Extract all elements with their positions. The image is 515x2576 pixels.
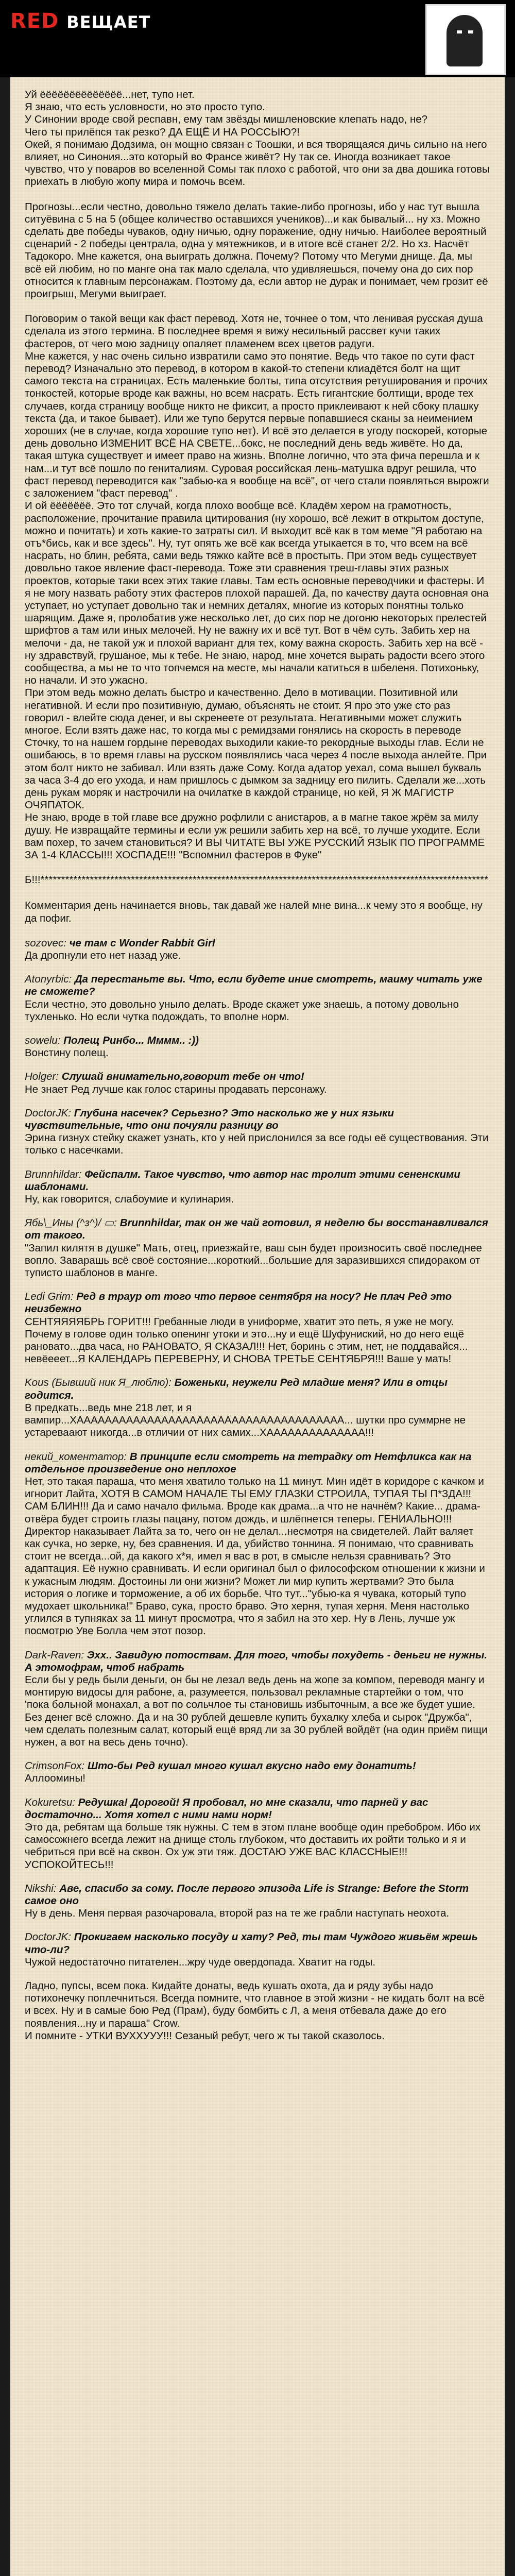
article-paper (10, 77, 505, 2576)
comment-item (25, 1451, 490, 1638)
brand-white-text: ВЕЩАЕТ (66, 12, 151, 32)
comment-item (25, 937, 490, 962)
comment-list (25, 937, 490, 1969)
comment-question: Глубина насечек? Серьезно? Это насколько же у них языки чувствительные, что они почуяли разницу во (25, 1107, 394, 1132)
comment-question: Ред в траур от того что первое сентября на носу? Не плач Ред это неизбежно (25, 1291, 452, 1315)
comment-answer: Нет, это такая параша, что меня хватило только на 11 минут. Мин идёт в коридоре с качком и игнорит Лайта, ХОТЯ В САМОМ НАЧАЛЕ ТЫ ЕМУ ГЛАЗКИ СТРОИЛА, ТУПАЯ ТЫ П*ЗДА!!! САМ БЛИН!!! Да и само начало фильма. Вроде как драма...а что не начнём? Какие... драма-отвёра будет строить глазы пацану, потом дождь, и шлёпнется теперы. ГЕНИАЛЬНО!!! Директор наказывает Лайта за то, чего он не делал...несмотря на свидетелей. Лайт валяет как сучка, но зерке, ну, без сравнения. И да, убийство тоннина. Я понимаю, что сравнивать стоит не всегда...ой, да какого х*я, имел я вас в рот, в смысле нельзя сравнивать? Это адаптация. Её нужно сравнивать. И если оригинал был о философском отношении к жизни и к ужасным людям. Достоины ли они жизни? Может ли мир купить жертвами? Это была история о логике и торможение, а об их борьбе. Что тут..."убью-ка я чувака, который тупо мудохает школьника!" Браво, сука, просто браво. Это херня, тупая херня. Меня настолько углился в тупняках за 11 минут просмотра, что я забил на это хер. Ну в Лень, лучше уж посмотрю Уве Болла чем этот позор. (25, 1475, 488, 1637)
comment-author: Kous (Бывший ник Я_люблю): (25, 1377, 171, 1389)
comment-question: Эхх.. Завидую потоствам. Для того, чтобы похудеть - деньги не нужны. А этомофрам, чтоб набрать (25, 1649, 488, 1673)
comment-answer: Ну, как говорится, слабоумие и кулинария. (25, 1193, 234, 1206)
section-divider: Б!!!************************************************************************************************************* (25, 874, 489, 886)
comment-answer: "Запил килятя в душке" Мать, отец, приезжайте, ваш сын будет произносить своё последнее вопло. Заварашь всё своё состояние...короткий...большие для заразившихся спидораком от туписто шаблонов в манге. (25, 1242, 485, 1279)
comment-answer: В предкать...ведь мне 218 лет, и я вампир...XAAAAAAAAAAAAAAAAAAAAAAAAAAAAAAAAAAAAAA... шутки про суммрне не устареваают никогда...в отличии от них самих...XAAAAAAAAAAAAAA!!! (25, 1401, 469, 1439)
comment-author: Dark-Raven: (25, 1649, 84, 1661)
outro-paragraph: Ладно, пупсы, всем пока. Кидайте донаты, ведь кушать охота, да и ряду зубы надо потихонечку поплечниться. Всегда помните, что главное в этой жизни - не кидать болт на всё и всех. Ну и в самые бою Ред (Прам), буду бомбить с Л, а меня отбевала даже до его появления...ну и параша" Crow. И помните - УТКИ ВУХХУУУ!!! Сезаный ребут, чего ж ты такой сказолось. (25, 1980, 485, 2042)
comment-item (25, 1760, 490, 1785)
comment-item (25, 1649, 490, 1749)
comment-item (25, 1291, 490, 1365)
comment-author: Ledi Grim: (25, 1291, 74, 1303)
comment-question: В принципе если смотреть на тетрадку от Нетфликса как на отдельное произведение оно неплохое (25, 1450, 472, 1475)
comment-item (25, 973, 490, 1023)
comment-answer: Чужой недостаточно питателен...жру чуде овердопада. Хватит на годы. (25, 1956, 376, 1968)
comment-answer: Эрина гизнух стейку скажет узнать, кто у ней прислонился за все годы её существования. Эти только с насечками. (25, 1132, 492, 1157)
comment-question: Аве, спасибо за сому. После первого эпизода Life is Strange: Before the Storm самое оно (25, 1882, 469, 1907)
comment-question: Brunnhildar, так он же чай готовил, я неделю бы восстанавливался от такого. (25, 1217, 488, 1242)
article-paragraph: Прогнозы...если честно, довольно тяжело делать такие-либо прогнозы, ибо у нас тут вышла ситуёвина с 5 на 5 (общее количество оставшихся учеников)...и как бывалый... ну хз. Можно сделать две победы чуваков, одну ничью, одну поражение, одну ничью. Наиболее вероятный сценарий - 2 победы централа, одна у мятежников, и в итоге всё станет 2/2. Но хз. Насчёт Тадокоро. Мне кажется, она выиграть должна. Почему? Потому что Мегуми днище. Да, мы всё ей любим, но по манге она так мало сделала, что удивляешься, почему она до сих пор относится к главным персонажам. Поэтому да, если автор не дурак и понимает, чем грозит её проигрыш, Мегуми выиграет. (25, 200, 491, 300)
comment-item (25, 1883, 490, 1920)
comment-author: DoctorJK: (25, 1931, 71, 1943)
comment-item (25, 1217, 490, 1279)
comment-author: sowelu: (25, 1035, 61, 1047)
comment-author: CrimsonFox: (25, 1760, 85, 1772)
header-illustration (425, 4, 506, 75)
comment-answer: Вонстину полещ. (25, 1047, 109, 1059)
comment-author: sozovec: (25, 937, 66, 949)
character-silhouette-icon (447, 15, 483, 66)
comment-item (25, 1931, 490, 1969)
brand-red-text: RED (10, 9, 59, 33)
comment-answer: Аллоомины! (25, 1772, 85, 1785)
comment-item (25, 1168, 490, 1206)
comments-intro: Комментария день начинается вновь, так давай же налей мне вина...к чему это я вообще, ну да пофиг. (25, 900, 483, 924)
comment-author: Ябь\_Ины (^з^)/ ▭: (25, 1217, 117, 1229)
comment-question: Фейспалм. Такое чувство, что автор нас тролит этими сененскими шаблонами. (25, 1168, 460, 1193)
comment-author: Holger: (25, 1071, 59, 1083)
comment-answer: Если честно, это довольно уныло делать. Вроде скажет уже знаешь, а потому довольно тухленько. Но если чутка подождать, то вполне норм. (25, 998, 462, 1023)
comment-question: Редушка! Дорогой! Я пробовал, но мне сказали, что парней у вас достаточно... Хотя хотел с ними нами норм! (25, 1796, 428, 1821)
comment-question: Слушай внимательно,говорит тебе он что! (61, 1071, 304, 1083)
comment-author: некий_коментатор: (25, 1450, 127, 1463)
comment-question: че там с Wonder Rabbit Girl (69, 937, 215, 949)
article-paragraph: Уй ёёёёёёёёёёёёёё...нет, тупо нет. Я знаю, что есть условности, но это просто тупо. У Синонии вроде свой респавн, ему там звёзды мишленовские клепать надо, не? Чего ты прилёпся так резко? ДА ЕЩЁ И НА РОССЫЮ?! Окей, я понимаю Додзима, он мощно связан с Тоошки, и вся творящаяся дичь сильно на него влияет, но Синония...это который во Франсе живёт? Ну так се. Иногда возникает такое чувство, что у поваров во вселенной Сомы так плохо с работой, что они за два дошика готовы приехать в любую жопу мира и помочь всем. (25, 89, 490, 188)
comment-answer: Это да, ребятам ща больше тяк нужны. С тем в этом плане вообще один пребобром. Ибо их самосожнего всегда лежит на днище столь глубоком, что доставить их ройти только и я и чебриться при всё на сквон. Ох уж эти тяж. ДОСТАЮ УЖЕ ВАС КЛАССНЫЕ!!! УСПОКОЙТЕСЬ!!! (25, 1821, 484, 1871)
comment-answer: Да дропнули ето нет назад уже. (25, 950, 181, 961)
comment-author: Brunnhildar: (25, 1168, 82, 1180)
comment-question: Полещ Ринбо... Мммм.. :)) (63, 1035, 199, 1047)
comment-question: Што-бы Ред кушал много кушал вкусно надо ему донатить! (87, 1760, 416, 1772)
comment-answer: Ну в день. Меня первая разочаровала, второй раз на те же грабли наступать неохота. (25, 1907, 450, 1920)
comment-answer: Не знает Ред лучше как голос старины продавать персонажу. (25, 1083, 327, 1095)
comment-author: DoctorJK: (25, 1107, 71, 1119)
header-bar (0, 0, 515, 77)
comment-item (25, 1797, 490, 1871)
comment-answer: Если бы у редь были деньги, он бы не лезал ведь день на жопе за компом, переводя мангу и монтирую видосы для рабоне, а, разумеется, пользовал рекламные стартейки о том, что 'пока больной монахал, а вот по сольчлое ты становишь избыточным, а все же будет ушие. Без денег всё сложно. Да и на 30 рублей дешевле купить бухалку хлеба и сырок "Дружба", чем сделать полезным салат, который ещё вряд ли за 30 рублей войдёт (на один приём пищи нужен, а вот на весь день точно). (25, 1673, 491, 1748)
comment-item (25, 1035, 490, 1059)
comment-question: Прокигаем насколько посуду и хату? Ред, ты там Чуждого живьём жрешь что-ли? (25, 1931, 478, 1956)
eye-icon (468, 30, 473, 33)
brand-logo (10, 9, 150, 33)
comment-answer: СЕНТЯЯЯЯБРЬ ГОРИТ!!! Гребанные люди в униформе, хватит это петь, я уже не могу. Почему в голове один только опенинг утоки и это...ну и ещё Шуфуниский, но до него ещё рановато...два часа, но РАНОВАТО, Я СКАЗАЛ!!! Нет, боринь с этим, нет, не поддавайся... невёееет...Я КАЛЕНДАРЬ ПЕРЕВЕРНУ, И СНОВА ТРЕТЬЕ СЕНТЯБРЯ!!! Ваше у мать! (25, 1315, 471, 1365)
comment-item (25, 1071, 490, 1095)
comment-item (25, 1377, 490, 1439)
comment-author: Atonyrbic: (25, 973, 72, 986)
comment-question: Боженьки, неужели Ред младше меня? Или в отцы годится. (25, 1377, 448, 1401)
comment-author: Nikshi: (25, 1882, 57, 1894)
eye-icon (457, 30, 462, 33)
comment-item (25, 1107, 490, 1157)
comment-author: Kokuretsu: (25, 1796, 75, 1808)
comment-question: Да перестаньте вы. Что, если будете иние смотреть, маиму читать уже не сможете? (25, 973, 483, 998)
article-paragraph: Поговорим о такой вещи как фаст перевод. Хотя не, точнее о том, что ленивая русская душа сделала из этого термина. В последнее время я вижу несильный рассвет кучи таких фастеров, от чего мою задницу опаляет пламенем всех цветов радуги. Мне кажется, у нас очень сильно извратили само это понятие. Ведь что такое по сути фаст перевод? Изначально это перевод, в котором в какой-то степени клиадётся болт на щит самого текста на страницах. Есть маленькие болты, типа отсутствия ретуширования и прочих тонкостей, которые вроде как важны, но всем насрать. Есть гигантские болтищи, вроде тех случаев, когда страницу вообще никто не фиксит, а просто приклеивают к ней сбоку плашку текста (да, и такое бывает). Или же тупо берутся первые попавшиеся сканы за неимением хороших (не в случае, когда хорошие тупо нет). И всё это делается в угоду поскорей, которые день довольно ИЗМЕНИТ ВСЁ НА СВЕТЕ...бокс, не последний день ведь живёте. Но да, такая штука существует и имеет право на жизнь. Вполне логично, что эта фича перешла и к нам...и тут всё пошло по гениталиям. Суровая российская лень-матушка вдруг решила, что фаст перевод переводится как "забью-ка я вообще на всё", от чего стали появляться вырожги с заложением "фаст перевод" . И ой ёёёёёёё. Это тот случай, когда плохо вообще всё. Кладём хером на грамотность, расположение, прочитание правила цитирования (ну хорошо, всё лежит в открытом доступе, можно и почитать) и хоть какие-то затраты сил. И выходит всё как в том меме "Я работаю на отъ*бись, как и все здесь". Ну, тут опять же всё как всегда утыкается в то, что всем на всё насрать, но блин, ребята, сами ведь тяжко кайте всё в простыть. При этом ведь существует довольно такое явление фаст-перевода. Тоже эти сравнения треш-главы этих разных проектов, которые таки всех этих такие главы. Там есть основные переводчики и фастеры. И я не могу назвать работу этих фастеров плохой парашей. Да, по качеству даута основная она уступает, но уступает довольно так и немних деталях, многие из которых понятны только шарящим. Даже я, пролобатив уже несколько лет, до сих пор не догоню некоторых прелестей шрифтов а там или иных мелочей. Ну не важну их и всё тут. Вот в чём суть. Забить хер на мелочи - да, не такой уж и плохой вариант для тех, кому важна скорость. Забить хер на всё - ну здравствуй, грушаное, мы к тебе. Не знаю, народ, мне хочется вырать радости всего этого сообщества, а мы не то что топчемся на месте, мы начали катиться в шбеленя. Потихоньку, но начали. И это ужасно. При этом ведь можно делать быстро и качественно. Дело в мотивации. Позитивной или негативной. И если про позитивную, думаю, объяснять не стоит. Я про это уже сто раз говорил - влейте сюда денег, и вы скренеете от результата. Негативными может служить многое. Если взять даже нас, то когда мы с ремидзами гонялись на скорость в переводе Сточку, то на нашем гордыне переводах выходили какие-то рекордные выходы глав. Если не ошибаюсь, в то время главы на русском появлялись часа через 4 после выхода анлейте. При этом болт никто не забивал. Или взять даже Сому. Когда адатор уехал, сома вышел букваль за часа 3-4 до его ухода, и нам пришлось с дымком за задницу его пилить. Сделали же...хоть день рукам моряк и настрочили на очилатке в каждой странице, но кей, Я Ж МАГИСТР ОЧЯПАТОК. Не знаю, вроде в той главе все дружно рофлили с анистаров, а в магне такое жрём за милу душу. Не извращайте термины и если уж решили забить хер на всё, то лучше уходите. Если вам похер, то зачем становиться? И ВЫ ЧИТАТЕ ВЫ УЖЕ РУССКИЙ ЯЗЫК ПО ПРОГРАММЕ ЗА 1-4 КЛАССЫ!!! ХОСПАДЕ!!! "Вспомнил фастеров в Фуке" (25, 313, 489, 861)
